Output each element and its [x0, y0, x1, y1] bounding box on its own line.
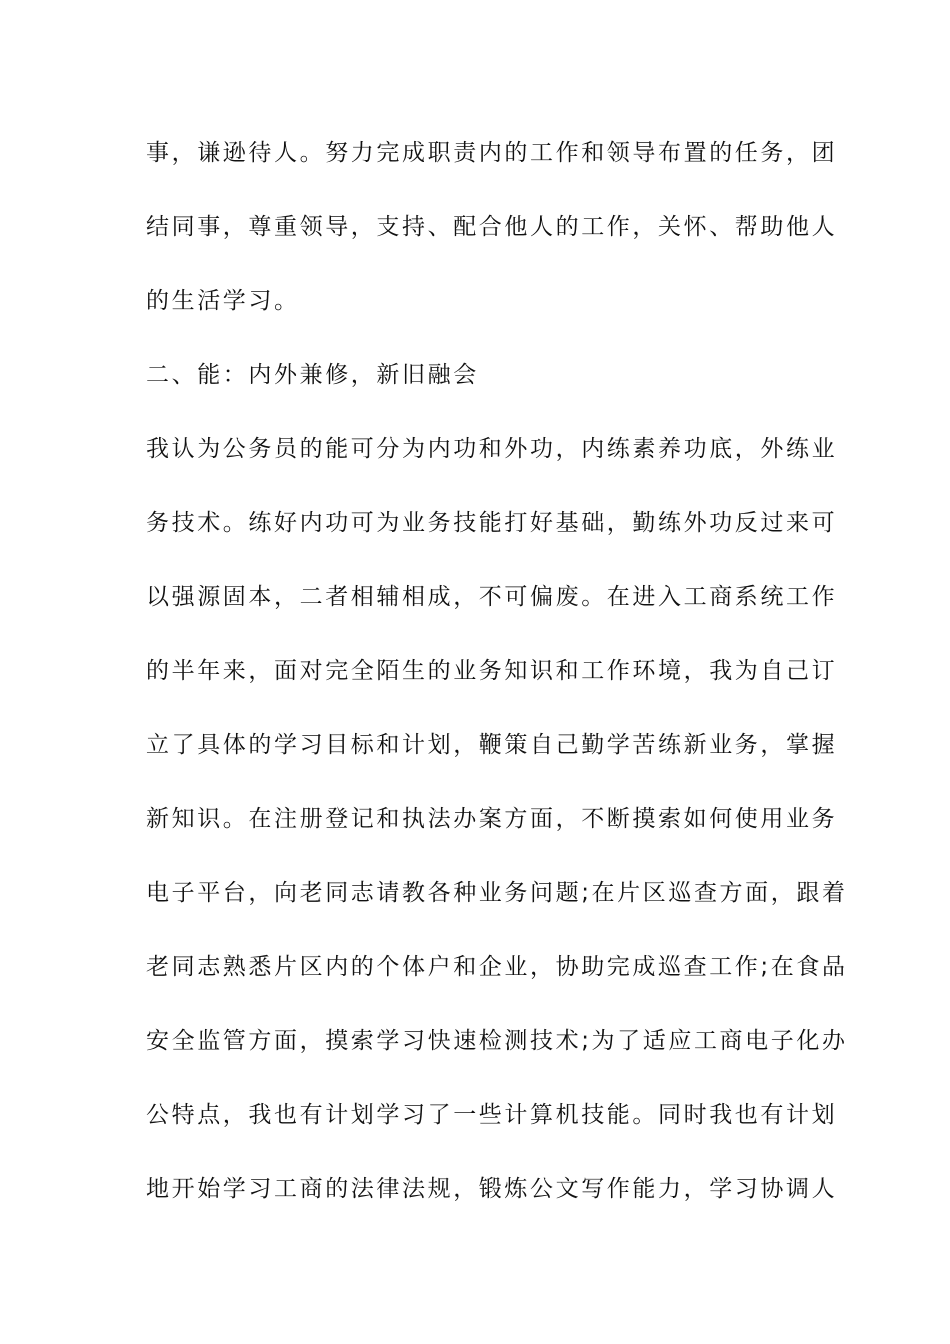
text-line: 新知识。在注册登记和执法办案方面，不断摸索如何使用业务 — [146, 806, 838, 832]
text-line: 我认为公务员的能可分为内功和外功，内练素养功底，外练业 — [146, 436, 838, 462]
text-line: 的半年来，面对完全陌生的业务知识和工作环境，我为自己订 — [146, 658, 838, 684]
text-line: 的生活学习。 — [146, 288, 300, 314]
text-line: 事，谦逊待人。努力完成职责内的工作和领导布置的任务，团 — [146, 140, 838, 166]
text-line: 结同事，尊重领导，支持、配合他人的工作，关怀、帮助他人 — [146, 214, 838, 240]
text-line: 立了具体的学习目标和计划，鞭策自己勤学苦练新业务，掌握 — [146, 732, 838, 758]
text-line: 公特点，我也有计划学习了一些计算机技能。同时我也有计划 — [146, 1102, 838, 1128]
section-heading: 二、能：内外兼修，新旧融会 — [146, 362, 479, 388]
text-line: 电子平台，向老同志请教各种业务问题;在片区巡查方面，跟着 — [146, 880, 848, 906]
text-line: 安全监管方面，摸索学习快速检测技术;为了适应工商电子化办 — [146, 1028, 848, 1054]
text-line: 务技术。练好内功可为业务技能打好基础，勤练外功反过来可 — [146, 510, 838, 536]
text-line: 老同志熟悉片区内的个体户和企业，协助完成巡查工作;在食品 — [146, 954, 848, 980]
text-line: 以强源固本，二者相辅相成，不可偏废。在进入工商系统工作 — [146, 584, 838, 610]
body-text — [146, 128, 848, 1238]
text-line: 地开始学习工商的法律法规，锻炼公文写作能力，学习协调人 — [146, 1176, 838, 1202]
